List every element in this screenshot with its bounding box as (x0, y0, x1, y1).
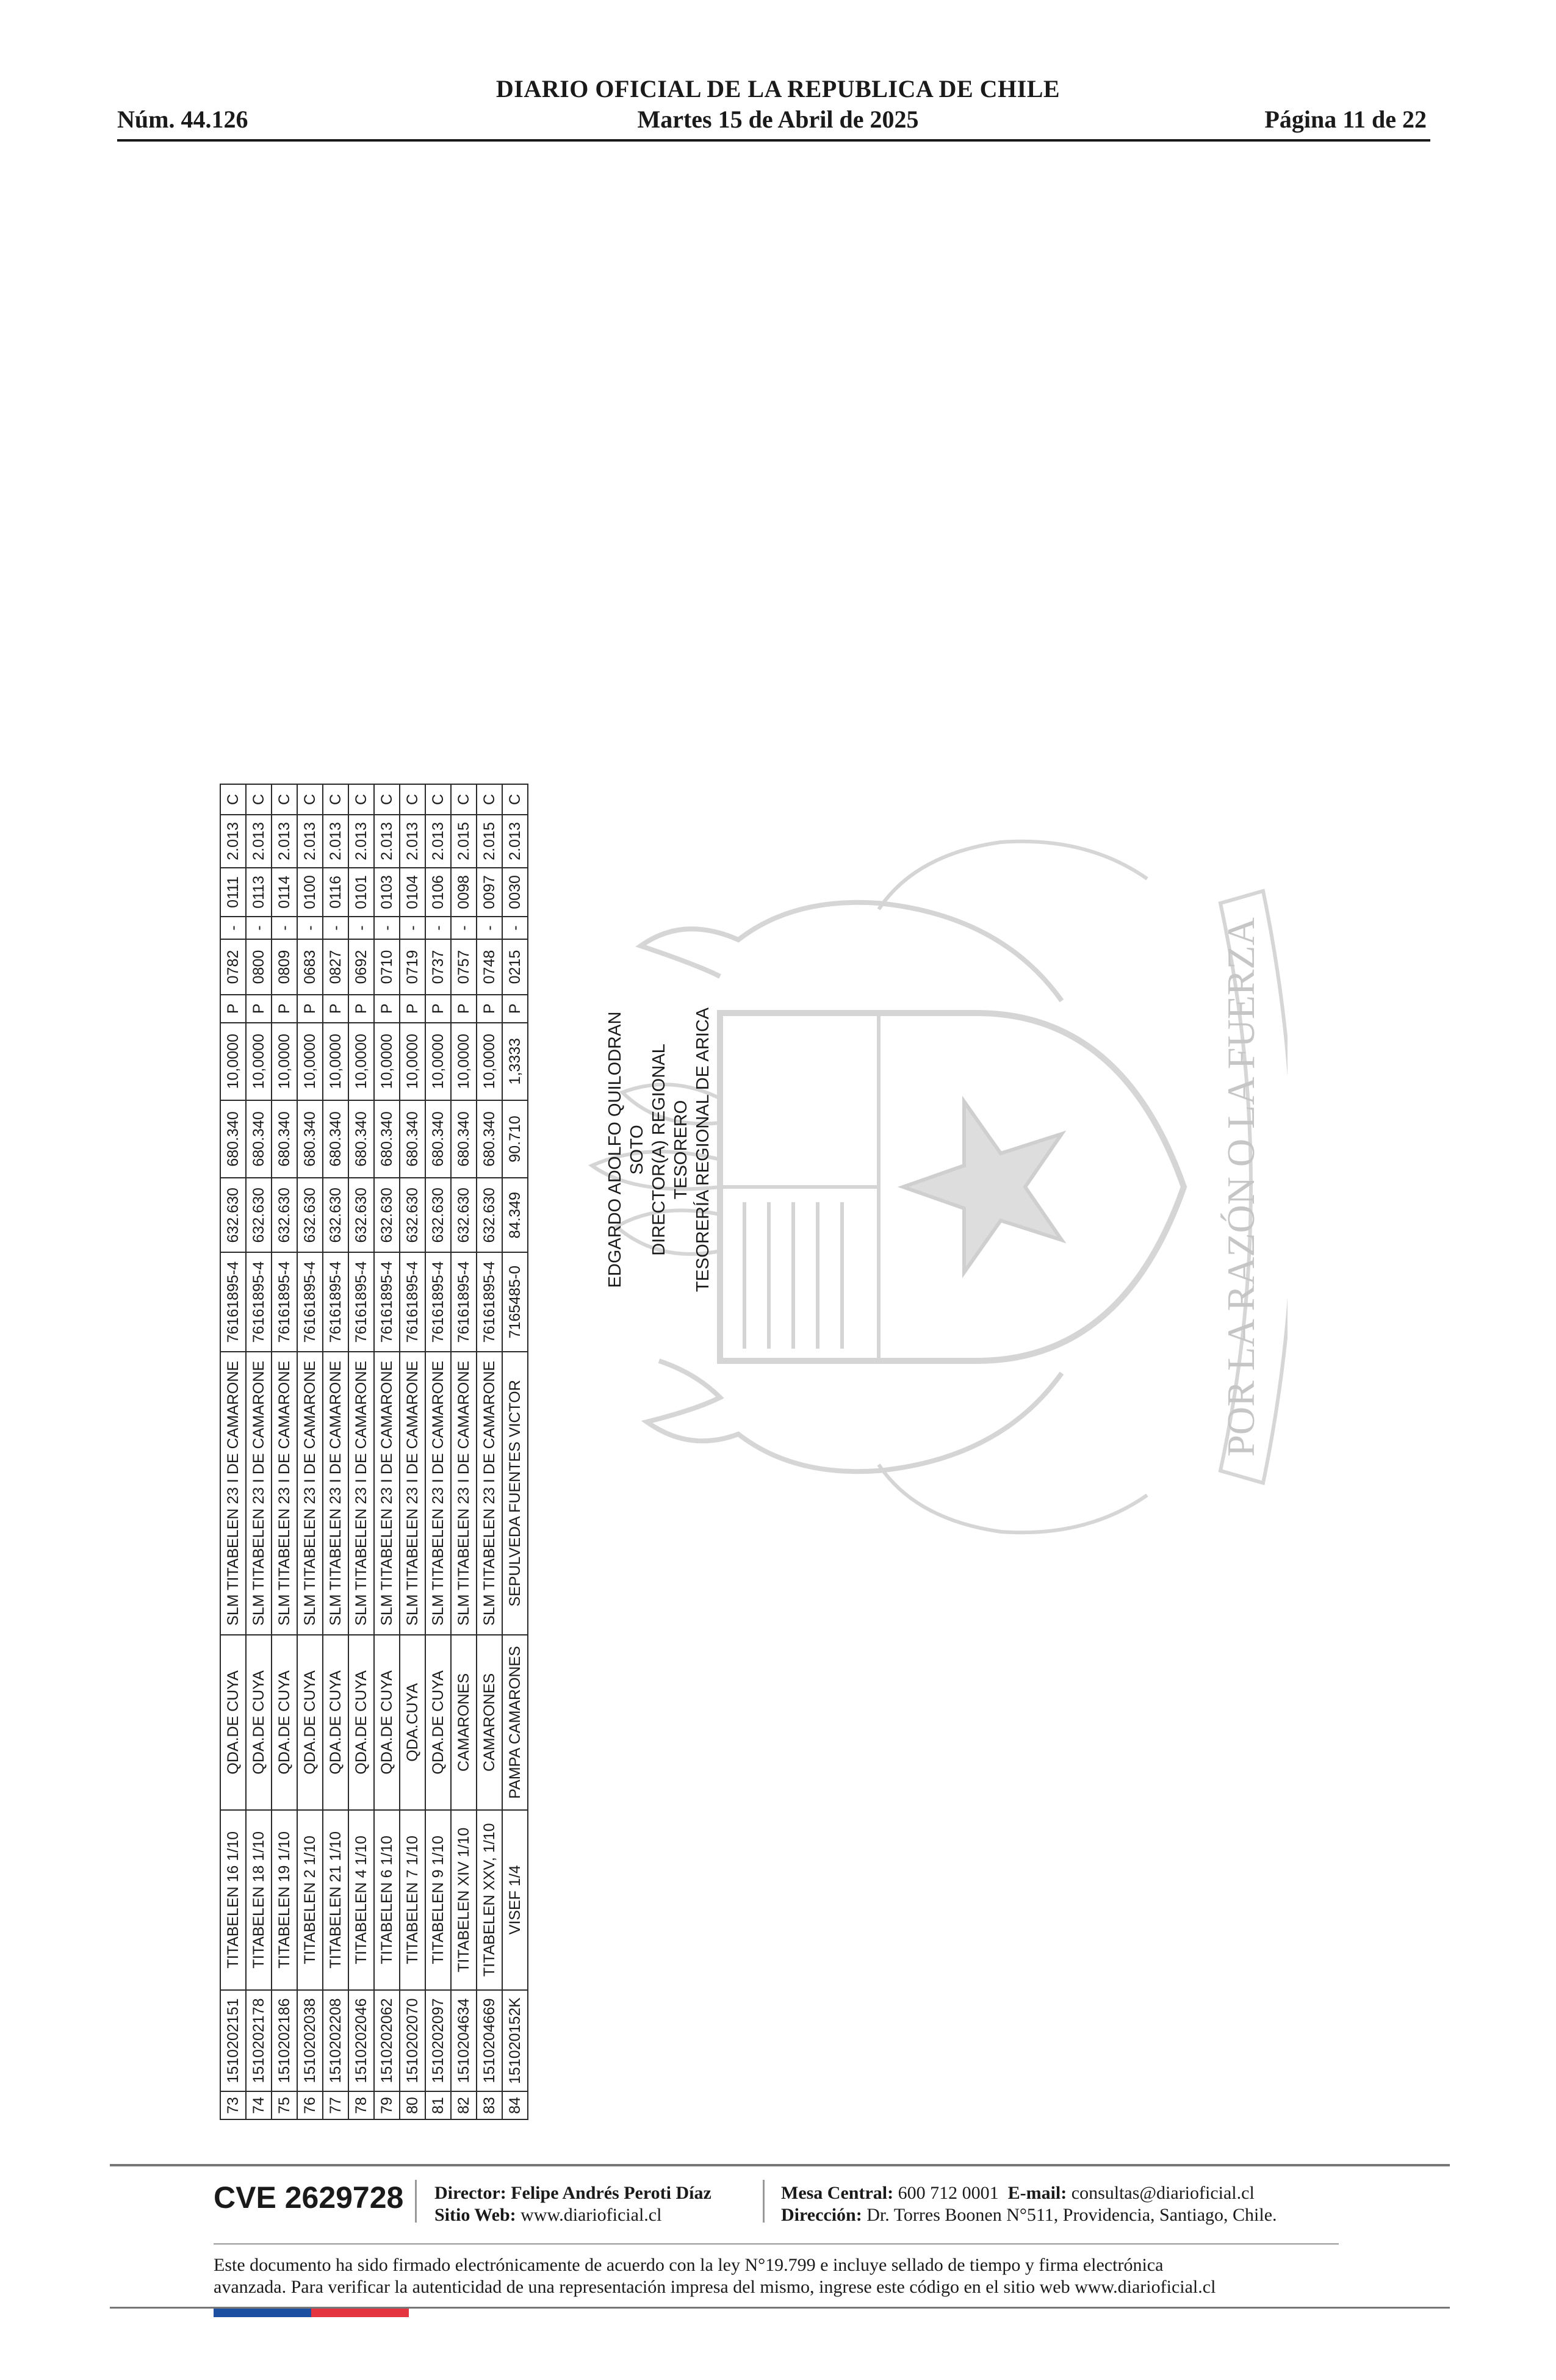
table-row (220, 784, 246, 2119)
table-row (425, 784, 451, 2119)
cell-year: 2.015 (477, 815, 502, 867)
cell-value-b: 680.340 (425, 1100, 451, 1178)
table-row (451, 784, 477, 2119)
cell-dash: - (400, 917, 425, 939)
footer-separator (415, 2180, 417, 2223)
cell-row-number: 78 (348, 2091, 374, 2119)
cell-folio: 0800 (246, 939, 272, 995)
cell-property-name: TITABELEN 21 1/10 (323, 1810, 348, 1990)
cell-value-a: 84.349 (502, 1178, 528, 1252)
cell-class-code: C (272, 784, 297, 815)
cell-year: 2.013 (374, 815, 400, 867)
legal-notice (214, 2254, 1373, 2298)
cell-type-code: P (323, 995, 348, 1023)
cell-folio: 0748 (477, 939, 502, 995)
cell-property-name: TITABELEN 19 1/10 (272, 1810, 297, 1990)
cell-value-b: 680.340 (220, 1100, 246, 1178)
cell-class-code: C (502, 784, 528, 815)
cell-number: 0116 (323, 868, 348, 917)
cell-share-percent: 10,0000 (374, 1023, 400, 1100)
cell-row-number: 75 (272, 2091, 297, 2119)
cell-location: QDA.DE CUYA (220, 1635, 246, 1810)
cell-share-percent: 10,0000 (348, 1023, 374, 1100)
cell-row-number: 80 (400, 2091, 425, 2119)
cell-value-b: 90.710 (502, 1100, 528, 1178)
website-label: Sitio Web: (434, 2205, 516, 2225)
cell-rol-code: 1510202151 (220, 1990, 246, 2091)
cell-folio: 0827 (323, 939, 348, 995)
cell-dash: - (297, 917, 323, 939)
header-rule (117, 139, 1430, 142)
cell-year: 2.013 (400, 815, 425, 867)
cell-location: QDA.DE CUYA (323, 1635, 348, 1810)
table-row (400, 784, 425, 2119)
cell-class-code: C (297, 784, 323, 815)
cell-folio: 0757 (451, 939, 477, 995)
cell-year: 2.013 (502, 815, 528, 867)
cell-owner-rut: 76161895-4 (451, 1253, 477, 1352)
cell-type-code: P (348, 995, 374, 1023)
cell-number: 0030 (502, 868, 528, 917)
cell-property-name: VISEF 1/4 (502, 1810, 528, 1990)
cell-dash: - (272, 917, 297, 939)
cell-row-number: 76 (297, 2091, 323, 2119)
cell-property-name: TITABELEN 2 1/10 (297, 1810, 323, 1990)
cve-code: CVE 2629728 (214, 2180, 404, 2215)
cell-owner-rut: 76161895-4 (272, 1253, 297, 1352)
cell-owner-name: SLM TITABELEN 23 I DE CAMARONE (297, 1352, 323, 1635)
cell-folio: 0737 (425, 939, 451, 995)
cell-year: 2.013 (246, 815, 272, 867)
cell-owner-rut: 76161895-4 (323, 1253, 348, 1352)
signature-position: DIRECTOR(A) REGIONAL (649, 1044, 669, 1256)
email-label: E-mail: (1007, 2183, 1067, 2203)
director-label: Director: (434, 2183, 506, 2203)
watermark-motto: POR LA RAZÓN O LA FUERZA (1219, 917, 1262, 1457)
cell-year: 2.013 (348, 815, 374, 867)
cell-value-a: 632.630 (246, 1178, 272, 1252)
cell-dash: - (246, 917, 272, 939)
cell-share-percent: 10,0000 (451, 1023, 477, 1100)
cell-number: 0097 (477, 868, 502, 917)
cell-folio: 0719 (400, 939, 425, 995)
address-label: Dirección: (781, 2205, 862, 2225)
cell-class-code: C (323, 784, 348, 815)
mesa-central-phone: 600 712 0001 (898, 2183, 999, 2203)
cell-dash: - (477, 917, 502, 939)
cell-class-code: C (246, 784, 272, 815)
issue-date: Martes 15 de Abril de 2025 (637, 106, 919, 133)
email-link[interactable]: consultas@diarioficial.cl (1071, 2183, 1255, 2203)
cell-folio: 0683 (297, 939, 323, 995)
signature-role: TESORERO (671, 1100, 691, 1200)
cell-share-percent: 10,0000 (297, 1023, 323, 1100)
cell-property-name: TITABELEN 4 1/10 (348, 1810, 374, 1990)
cell-type-code: P (246, 995, 272, 1023)
flag-stripe-blue (214, 2309, 311, 2317)
cell-number: 0111 (220, 868, 246, 917)
cell-row-number: 79 (374, 2091, 400, 2119)
cell-owner-name: SLM TITABELEN 23 I DE CAMARONE (451, 1352, 477, 1635)
signature-block (604, 1003, 714, 1296)
cell-year: 2.013 (323, 815, 348, 867)
cell-number: 0104 (400, 868, 425, 917)
cell-property-name: TITABELEN 18 1/10 (246, 1810, 272, 1990)
cell-property-name: TITABELEN XXV, 1/10 (477, 1810, 502, 1990)
cell-value-b: 680.340 (323, 1100, 348, 1178)
cell-row-number: 77 (323, 2091, 348, 2119)
cell-location: QDA.DE CUYA (246, 1635, 272, 1810)
cell-value-b: 680.340 (297, 1100, 323, 1178)
cell-rol-code: 1510202046 (348, 1990, 374, 2091)
signature-office: TESORERÍA REGIONAL DE ARICA (693, 1007, 713, 1293)
table-row (348, 784, 374, 2119)
cell-folio: 0809 (272, 939, 297, 995)
cell-share-percent: 10,0000 (323, 1023, 348, 1100)
table-row (246, 784, 272, 2119)
issue-number: Núm. 44.126 (117, 106, 248, 133)
cell-value-a: 632.630 (374, 1178, 400, 1252)
cell-year: 2.015 (451, 815, 477, 867)
cell-folio: 0215 (502, 939, 528, 995)
cell-number: 0106 (425, 868, 451, 917)
cell-owner-name: SLM TITABELEN 23 I DE CAMARONE (272, 1352, 297, 1635)
legal-notice-line: avanzada. Para verificar la autenticidad de una representación impresa del mismo, ingrese este código en el sitio web www.diarioficial.cl (214, 2277, 1216, 2297)
cell-class-code: C (374, 784, 400, 815)
cell-rol-code: 1510202208 (323, 1990, 348, 2091)
cell-property-name: TITABELEN 7 1/10 (400, 1810, 425, 1990)
cell-value-a: 632.630 (477, 1178, 502, 1252)
cell-value-a: 632.630 (272, 1178, 297, 1252)
footer-contact-block (781, 2182, 1277, 2226)
cell-value-a: 632.630 (323, 1178, 348, 1252)
cell-value-b: 680.340 (246, 1100, 272, 1178)
cell-share-percent: 10,0000 (425, 1023, 451, 1100)
cell-year: 2.013 (297, 815, 323, 867)
cell-type-code: P (477, 995, 502, 1023)
cell-location: CAMARONES (477, 1635, 502, 1810)
cell-row-number: 82 (451, 2091, 477, 2119)
footer-mid-rule (214, 2243, 1339, 2245)
cell-class-code: C (451, 784, 477, 815)
cell-share-percent: 10,0000 (477, 1023, 502, 1100)
rotated-table-container (220, 784, 528, 2120)
cell-year: 2.013 (425, 815, 451, 867)
cell-type-code: P (220, 995, 246, 1023)
cell-rol-code: 1510202178 (246, 1990, 272, 2091)
cell-owner-rut: 76161895-4 (297, 1253, 323, 1352)
cell-dash: - (323, 917, 348, 939)
table-row (297, 784, 323, 2119)
flag-stripe-red (311, 2309, 409, 2317)
cell-type-code: P (400, 995, 425, 1023)
cell-rol-code: 1510202070 (400, 1990, 425, 2091)
cell-value-a: 632.630 (297, 1178, 323, 1252)
cell-year: 2.013 (272, 815, 297, 867)
cell-dash: - (348, 917, 374, 939)
mesa-central-label: Mesa Central: (781, 2183, 894, 2203)
cell-value-b: 680.340 (477, 1100, 502, 1178)
cell-location: PAMPA CAMARONES (502, 1635, 528, 1810)
cell-number: 0113 (246, 868, 272, 917)
cell-value-b: 680.340 (272, 1100, 297, 1178)
cell-dash: - (425, 917, 451, 939)
cell-value-b: 680.340 (400, 1100, 425, 1178)
cell-value-a: 632.630 (451, 1178, 477, 1252)
cell-share-percent: 10,0000 (272, 1023, 297, 1100)
cell-owner-name: SLM TITABELEN 23 I DE CAMARONE (425, 1352, 451, 1635)
cell-folio: 0782 (220, 939, 246, 995)
cell-class-code: C (400, 784, 425, 815)
cell-number: 0103 (374, 868, 400, 917)
cell-owner-rut: 76161895-4 (477, 1253, 502, 1352)
cell-location: QDA.DE CUYA (272, 1635, 297, 1810)
cell-number: 0098 (451, 868, 477, 917)
properties-table (220, 784, 528, 2120)
cell-owner-rut: 76161895-4 (220, 1253, 246, 1352)
cell-owner-rut: 76161895-4 (374, 1253, 400, 1352)
table-row (272, 784, 297, 2119)
cell-location: QDA.DE CUYA (425, 1635, 451, 1810)
cell-owner-rut: 76161895-4 (400, 1253, 425, 1352)
website-link[interactable]: www.diarioficial.cl (520, 2205, 662, 2225)
cell-location: QDA.DE CUYA (374, 1635, 400, 1810)
cell-number: 0100 (297, 868, 323, 917)
cell-rol-code: 1510202062 (374, 1990, 400, 2091)
cell-folio: 0692 (348, 939, 374, 995)
page-indicator: Página 11 de 22 (1264, 106, 1427, 133)
cell-class-code: C (477, 784, 502, 815)
table-body (220, 784, 528, 2119)
cell-folio: 0710 (374, 939, 400, 995)
cell-value-b: 680.340 (451, 1100, 477, 1178)
cell-row-number: 84 (502, 2091, 528, 2119)
cell-class-code: C (220, 784, 246, 815)
cell-rol-code: 1510202038 (297, 1990, 323, 2091)
cell-property-name: TITABELEN 6 1/10 (374, 1810, 400, 1990)
cell-type-code: P (451, 995, 477, 1023)
cell-owner-name: SLM TITABELEN 23 I DE CAMARONE (246, 1352, 272, 1635)
footer-separator (763, 2180, 765, 2223)
cell-year: 2.013 (220, 815, 246, 867)
legal-notice-line: Este documento ha sido firmado electrónicamente de acuerdo con la ley N°19.799 e incluye sellado de tiempo y firma electrónica (214, 2255, 1164, 2275)
cell-property-name: TITABELEN 9 1/10 (425, 1810, 451, 1990)
cell-dash: - (451, 917, 477, 939)
table-row (502, 784, 528, 2119)
table-row (374, 784, 400, 2119)
cell-share-percent: 1,3333 (502, 1023, 528, 1100)
cell-type-code: P (425, 995, 451, 1023)
cell-class-code: C (425, 784, 451, 815)
cell-owner-name: SLM TITABELEN 23 I DE CAMARONE (477, 1352, 502, 1635)
cell-share-percent: 10,0000 (220, 1023, 246, 1100)
cell-dash: - (374, 917, 400, 939)
cell-location: QDA.DE CUYA (297, 1635, 323, 1810)
cell-rol-code: 1510202097 (425, 1990, 451, 2091)
cell-owner-rut: 76161895-4 (246, 1253, 272, 1352)
cell-location: QDA.CUYA (400, 1635, 425, 1810)
cell-number: 0114 (272, 868, 297, 917)
signature-name-line1: EDGARDO ADOLFO QUILODRAN (605, 1011, 625, 1288)
cell-rol-code: 1510204669 (477, 1990, 502, 2091)
cell-rol-code: 1510204634 (451, 1990, 477, 2091)
address-value: Dr. Torres Boonen N°511, Providencia, Santiago, Chile. (866, 2205, 1277, 2225)
cell-type-code: P (502, 995, 528, 1023)
cell-value-a: 632.630 (348, 1178, 374, 1252)
cell-row-number: 81 (425, 2091, 451, 2119)
cell-owner-name: SLM TITABELEN 23 I DE CAMARONE (323, 1352, 348, 1635)
cell-dash: - (220, 917, 246, 939)
cell-class-code: C (348, 784, 374, 815)
cell-property-name: TITABELEN 16 1/10 (220, 1810, 246, 1990)
cell-number: 0101 (348, 868, 374, 917)
cell-rol-code: 1510202186 (272, 1990, 297, 2091)
cell-type-code: P (297, 995, 323, 1023)
cell-share-percent: 10,0000 (400, 1023, 425, 1100)
cell-share-percent: 10,0000 (246, 1023, 272, 1100)
cell-value-a: 632.630 (220, 1178, 246, 1252)
cell-owner-rut: 76161895-4 (425, 1253, 451, 1352)
table-row (477, 784, 502, 2119)
cell-type-code: P (374, 995, 400, 1023)
footer-top-rule (110, 2164, 1450, 2166)
newspaper-title: DIARIO OFICIAL DE LA REPUBLICA DE CHILE (495, 75, 1061, 103)
cell-property-name: TITABELEN XIV 1/10 (451, 1810, 477, 1990)
cell-owner-name: SLM TITABELEN 23 I DE CAMARONE (400, 1352, 425, 1635)
cell-owner-name: SLM TITABELEN 23 I DE CAMARONE (220, 1352, 246, 1635)
cell-type-code: P (272, 995, 297, 1023)
footer-director-block (434, 2182, 711, 2226)
cell-row-number: 83 (477, 2091, 502, 2119)
cell-value-b: 680.340 (348, 1100, 374, 1178)
table-row (323, 784, 348, 2119)
cell-location: CAMARONES (451, 1635, 477, 1810)
cell-rol-code: 151020152K (502, 1990, 528, 2091)
cell-owner-rut: 76161895-4 (348, 1253, 374, 1352)
cell-row-number: 73 (220, 2091, 246, 2119)
cell-value-a: 632.630 (400, 1178, 425, 1252)
cell-owner-name: SLM TITABELEN 23 I DE CAMARONE (374, 1352, 400, 1635)
cell-owner-rut: 7165485-0 (502, 1253, 528, 1352)
cell-value-a: 632.630 (425, 1178, 451, 1252)
cell-owner-name: SLM TITABELEN 23 I DE CAMARONE (348, 1352, 374, 1635)
cell-dash: - (502, 917, 528, 939)
director-name: Felipe Andrés Peroti Díaz (511, 2183, 711, 2203)
cell-location: QDA.DE CUYA (348, 1635, 374, 1810)
cell-row-number: 74 (246, 2091, 272, 2119)
signature-name-line2: SOTO (627, 1125, 647, 1175)
cell-value-b: 680.340 (374, 1100, 400, 1178)
cell-owner-name: SEPULVEDA FUENTES VICTOR (502, 1352, 528, 1635)
